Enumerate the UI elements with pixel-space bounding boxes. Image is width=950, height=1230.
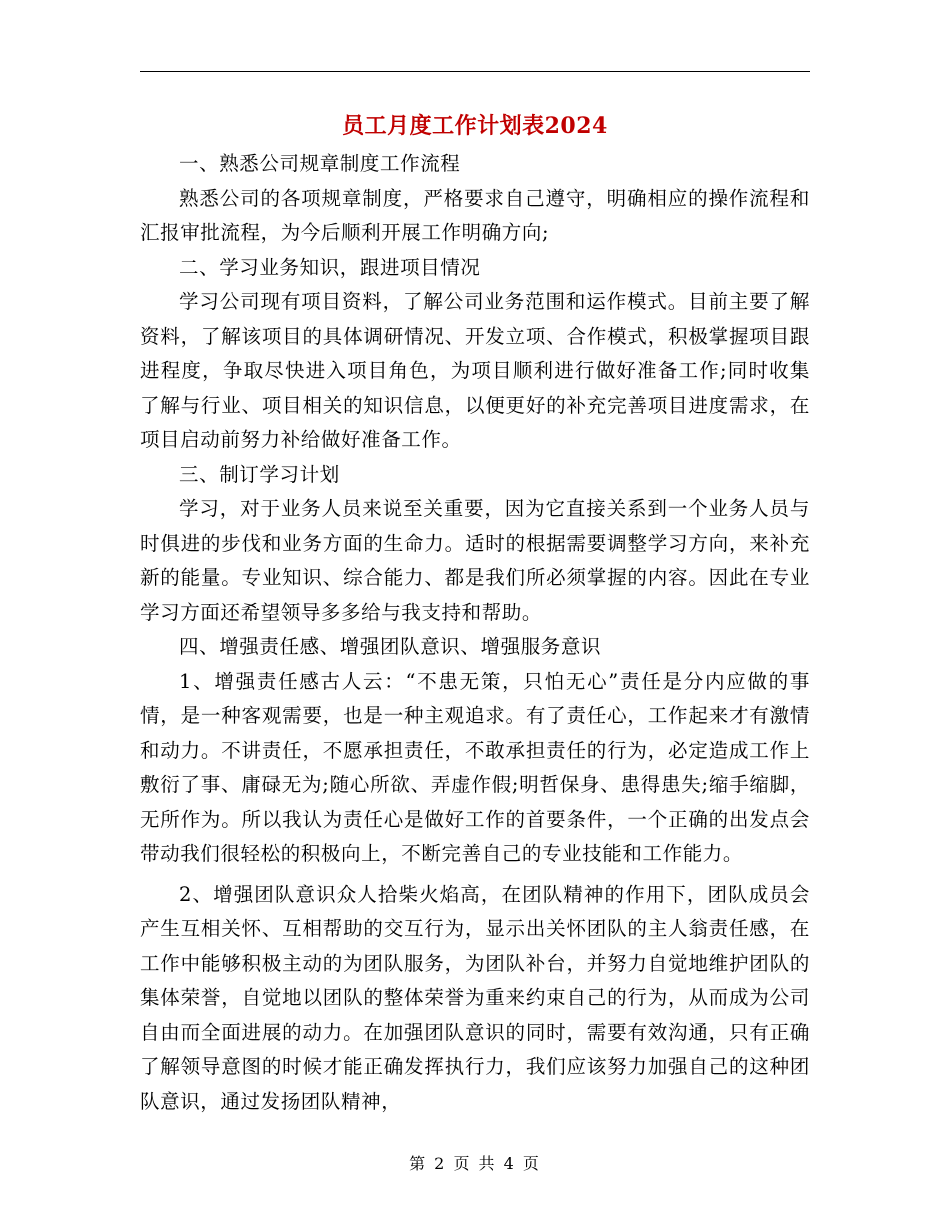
paragraph: 熟悉公司的各项规章制度，严格要求自己遵守，明确相应的操作流程和汇报审批流程，为今后顺利开展工作明确方向; xyxy=(140,186,810,244)
header-rule xyxy=(140,71,810,72)
section-heading-3: 三、制订学习计划 xyxy=(179,462,340,486)
paragraph: 2、增强团队意识众人拾柴火焰高，在团队精神的作用下，团队成员会产生互相关怀、互相帮助的交互行为，显示出关怀团队的主人翁责任感，在工作中能够积极主动的为团队服务，为团队补台，并努力自觉地维护团队的集体荣誉，自觉地以团队的整体荣誉为重来约束自己的行为，从而成为公司自由而全面进展的动力。在加强团队意识的同时，需要有效沟通，只有正确了解领导意图的时候才能正确发挥执行力，我们应该努力加强自己的这种团队意识，通过发扬团队精神， xyxy=(140,882,810,1113)
paragraph: 学习公司现有项目资料，了解公司业务范围和运作模式。目前主要了解资料，了解该项目的具体调研情况、开发立项、合作模式，积极掌握项目跟进程度，争取尽快进入项目角色，为项目顺利进行做好准备工作;同时收集了解与行业、项目相关的知识信息，以便更好的补充完善项目进度需求，在项目启动前努力补给做好准备工作。 xyxy=(140,290,810,451)
section-heading-2: 二、学习业务知识，跟进项目情况 xyxy=(179,255,481,279)
paragraph: 1、增强责任感古人云：“不患无策，只怕无心”责任是分内应做的事情，是一种客观需要，也是一种主观追求。有了责任心，工作起来才有激情和动力。不讲责任，不愿承担责任，不敢承担责任的行为，必定造成工作上敷衍了事、庸碌无为;随心所欲、弄虚作假;明哲保身、患得患失;缩手缩脚，无所作为。所以我认为责任心是做好工作的首要条件，一个正确的出发点会带动我们很轻松的积极向上，不断完善自己的专业技能和工作能力。 xyxy=(140,669,810,865)
document-body xyxy=(140,147,810,1119)
document-title: 员工月度工作计划表2024 xyxy=(342,113,608,139)
page-footer: 第 2 页 共 4 页 xyxy=(409,1154,541,1173)
section-heading-1: 一、熟悉公司规章制度工作流程 xyxy=(179,152,461,175)
section-heading-4: 四、增强责任感、增强团队意识、增强服务意识 xyxy=(179,635,602,658)
paragraph: 学习，对于业务人员来说至关重要，因为它直接关系到一个业务人员与时俱进的步伐和业务方面的生命力。适时的根据需要调整学习方向，来补充新的能量。专业知识、综合能力、都是我们所必须掌握的内容。因此在专业学习方面还希望领导多多给与我支持和帮助。 xyxy=(140,497,810,624)
